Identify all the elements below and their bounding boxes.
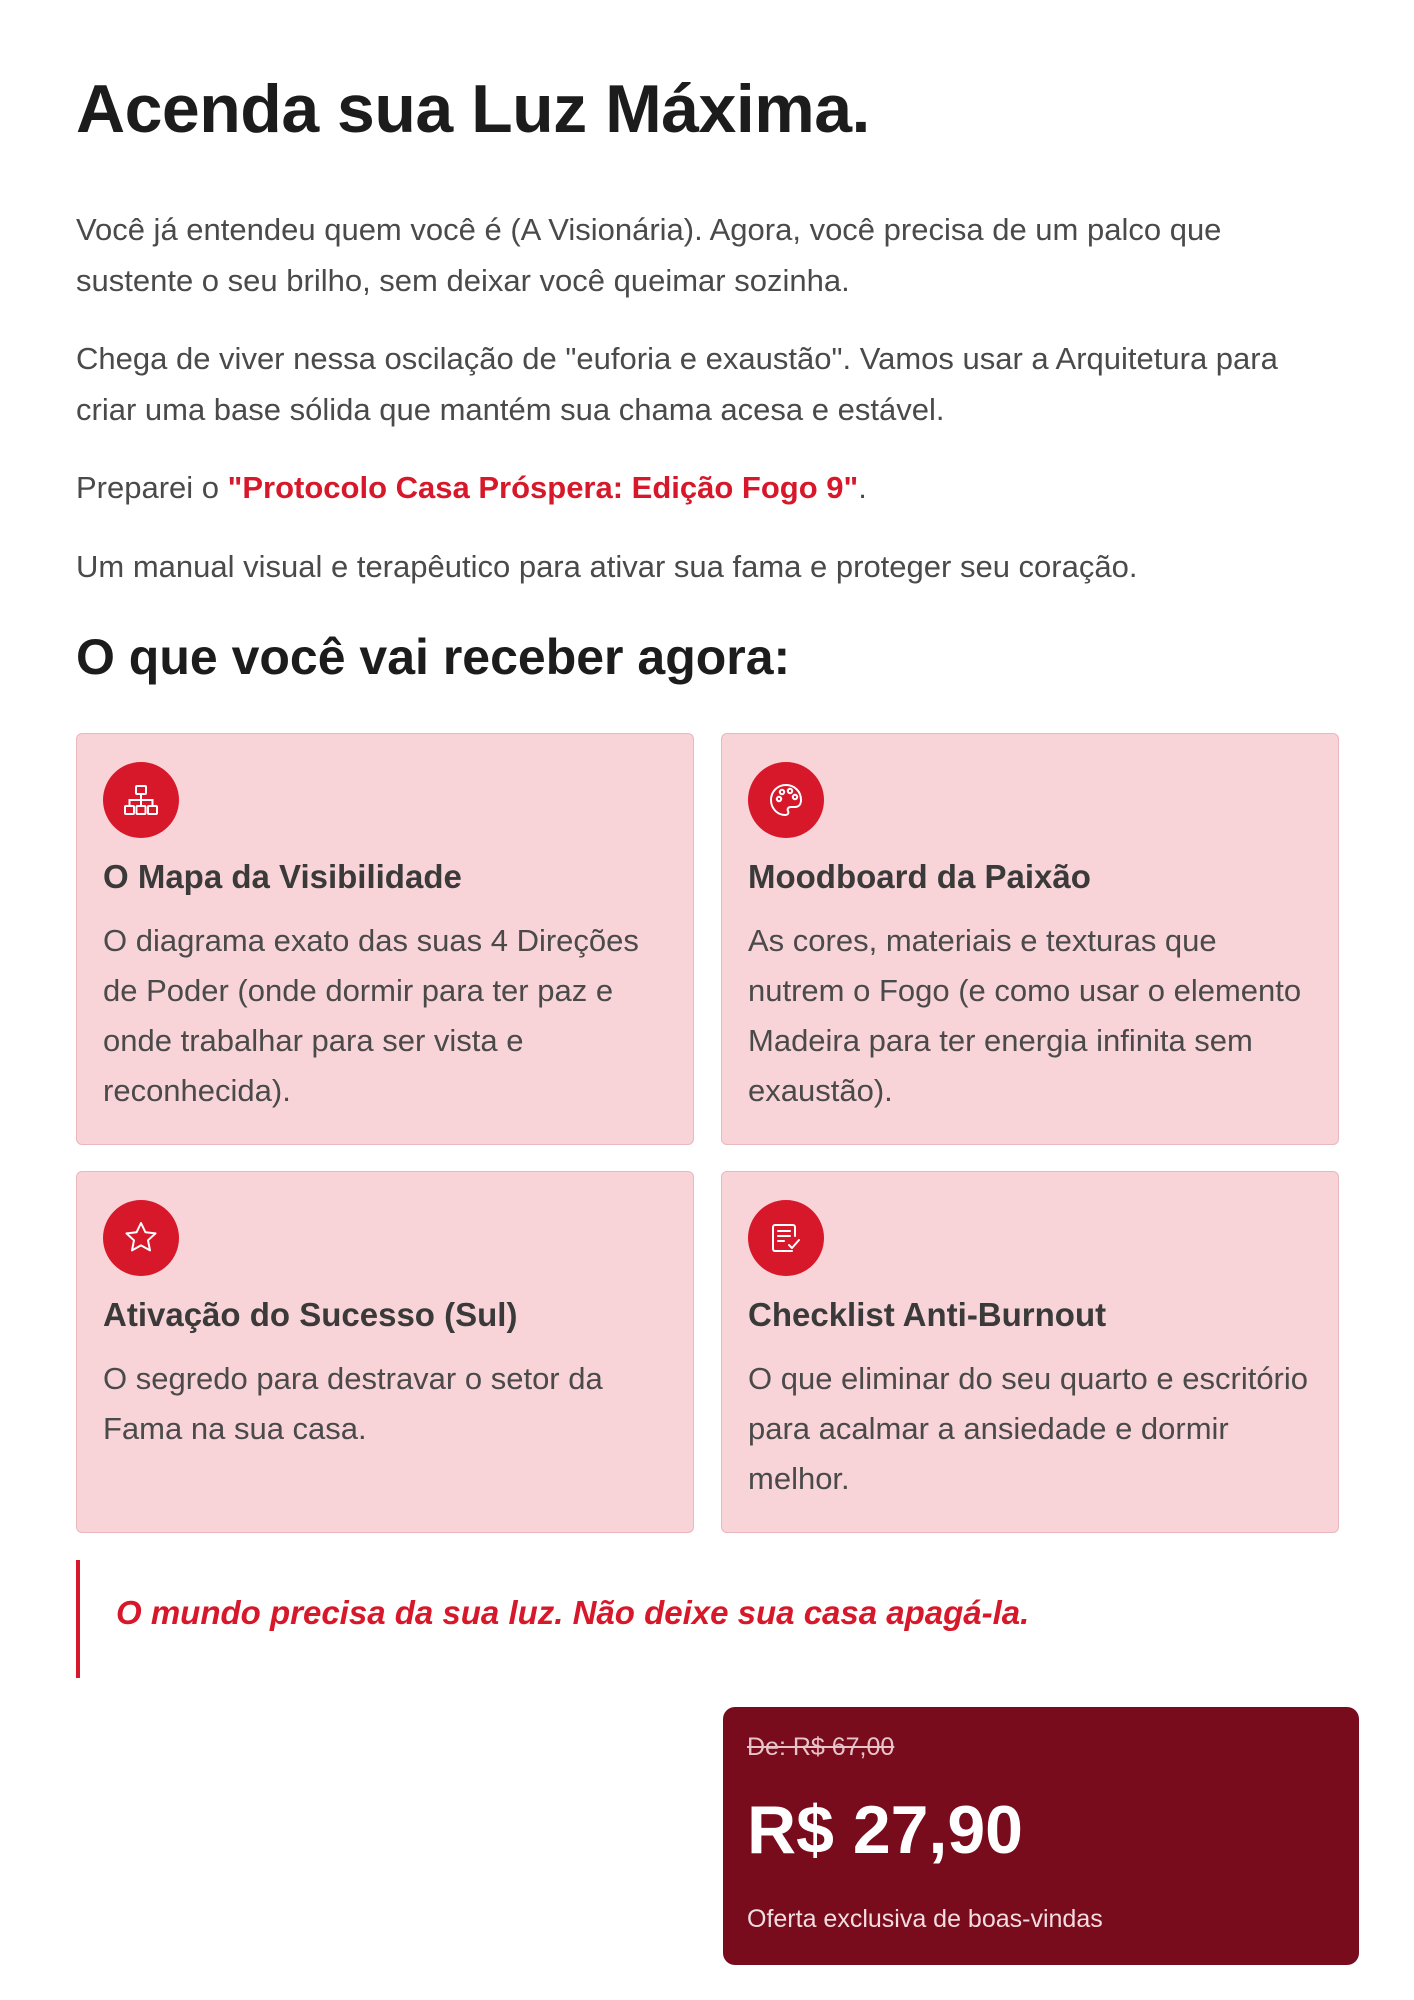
price-box	[723, 1707, 1359, 1965]
current-price: R$ 27,90	[747, 1792, 1023, 1868]
benefit-card-anti-burnout	[721, 1171, 1339, 1533]
product-name-highlight: "Protocolo Casa Próspera: Edição Fogo 9"	[227, 470, 859, 505]
intro-paragraph-3-prefix: Preparei o	[76, 470, 228, 505]
benefit-card-moodboard	[721, 733, 1339, 1145]
intro-paragraph-3-suffix: .	[858, 470, 867, 505]
intro-paragraph-3	[76, 462, 1338, 513]
benefit-card-description: As cores, materiais e texturas que nutrem o Fogo (e como usar o elemento Madeira para ter energia infinita sem exaustão).	[748, 923, 1302, 1108]
intro-paragraph-2: Chega de viver nessa oscilação de "euforia e exaustão". Vamos usar a Arquitetura para criar uma base sólida que mantém sua chama acesa e estável.	[76, 341, 1278, 427]
benefit-card-title: Ativação do Sucesso (Sul)	[103, 1296, 518, 1333]
benefit-card-title: Checklist Anti-Burnout	[748, 1296, 1107, 1333]
benefit-card-visibility-map	[76, 733, 694, 1145]
star-icon	[103, 1200, 179, 1276]
palette-icon	[748, 762, 824, 838]
benefit-card-title: Moodboard da Paixão	[748, 858, 1091, 895]
benefit-card-description: O que eliminar do seu quarto e escritório para acalmar a ansiedade e dormir melhor.	[748, 1361, 1309, 1496]
checklist-icon	[748, 1200, 824, 1276]
quote-accent-bar	[76, 1560, 80, 1678]
page-title: Acenda sua Luz Máxima.	[76, 71, 870, 147]
sitemap-icon	[103, 762, 179, 838]
closing-quote: O mundo precisa da sua luz. Não deixe sua casa apagá-la.	[116, 1594, 1030, 1631]
intro-paragraph-4: Um manual visual e terapêutico para ativar sua fama e proteger seu coração.	[76, 549, 1138, 584]
benefit-card-description: O diagrama exato das suas 4 Direções de Poder (onde dormir para ter paz e onde trabalhar para ser vista e reconhecida).	[103, 923, 639, 1108]
benefit-card-description: O segredo para destravar o setor da Fama na sua casa.	[103, 1361, 603, 1446]
old-price: De: R$ 67,00	[747, 1733, 895, 1761]
benefit-card-success-activation	[76, 1171, 694, 1533]
benefit-card-title: O Mapa da Visibilidade	[103, 858, 462, 895]
intro-paragraph-1: Você já entendeu quem você é (A Visionária). Agora, você precisa de um palco que sustente o seu brilho, sem deixar você queimar sozinha.	[76, 212, 1222, 298]
benefits-heading: O que você vai receber agora:	[76, 629, 791, 685]
offer-note: Oferta exclusiva de boas-vindas	[747, 1905, 1103, 1933]
